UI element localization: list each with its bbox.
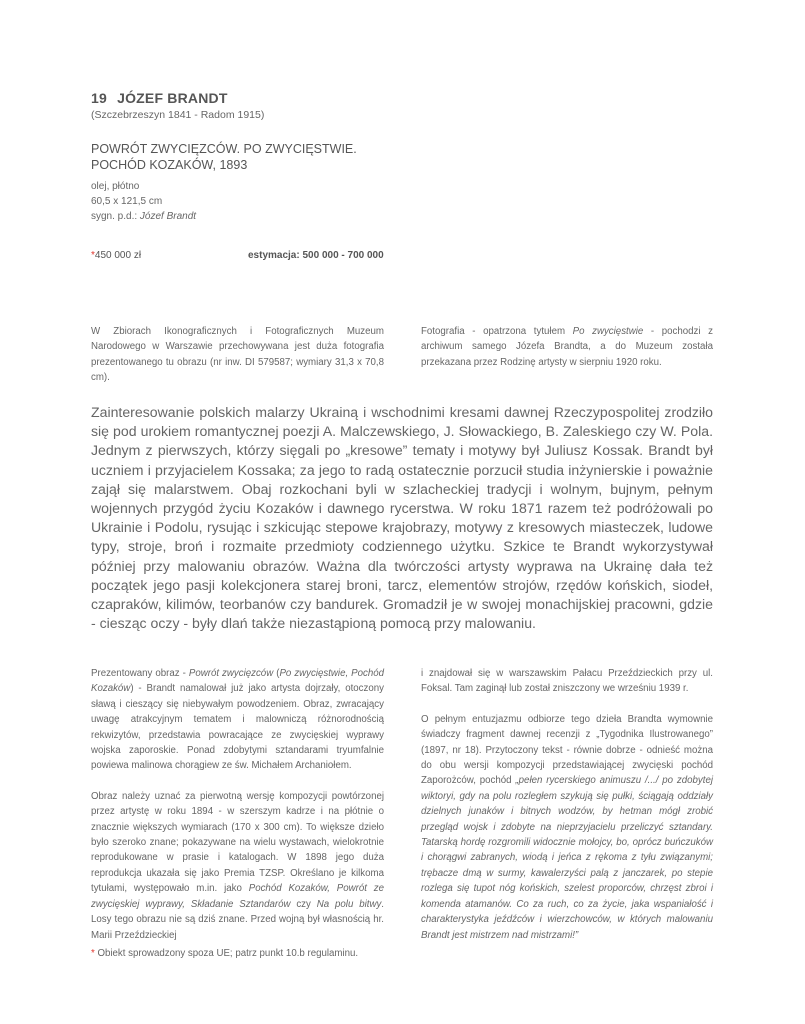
starting-price xyxy=(91,250,141,261)
provenance-text: - pochodzi z archiwum samego Józefa Brandta, a do Muzeum została przekazana przez Rodzinę artysty w sierpniu 1920 roku. xyxy=(421,326,713,368)
italic-title: Na polu bitwy xyxy=(316,898,382,910)
text: ) - Brandt namalował już jako artysta dojrzały, otoczony sławą i cieszący się niebywałym powodzeniem. Obraz, zwracający uwagę atrakcyjnym tematem i malowniczą różnorodnością rekwizytów, przedstawia powracające ze zwycięskiej wyprawy wojska zaporoskie. Ponad zdobytymi sztandarami tryumfalnie powiewa malinowa chorągiew ze św. Michałem Archaniołem. xyxy=(91,683,384,772)
artist-lifespan: (Szczebrzeszyn 1841 - Radom 1915) xyxy=(91,109,265,121)
provenance-title: Po zwycięstwie xyxy=(572,326,644,337)
provenance-note-left: W Zbiorach Ikonograficznych i Fotograficznych Muzeum Narodowego w Warszawie przechowywana jest duża fotografia prezentowanego tu obrazu (nr inw. DI 579587; wymiary 31,3 x 70,8 cm). xyxy=(91,326,384,384)
review-quote: „pełen rycerskiego animuszu /.../ po zdobytej wiktoryi, gdy na polu rozległem szykują się pułki, ściągają oddziały dzielnych junaków i bitnych wodzów, by hetman mógł zrobić przegląd wojsk i zdobyte na nieprzyjacielu przeliczyć sztandary. Tatarską hordę rozgromili widocznie mołojcy, bo, oprócz buńczuków i chorągwi zabranych, wiodą i jeńca z rękoma z tyłu związanymi; trębacze dmą w surmy, kawalerzyści palą z janczarek, po stepie rozlega się tupot nóg końskich, szelest proporców, chrzęst zbroi i komenda atamanów. Co za ruch, co za życie, jaka wspaniałość i charakterystyka jeźdźców i wierzchowców, w których malowaniu Brandt jest mistrzem nad mistrzami!” xyxy=(421,775,713,941)
provenance-text: Fotografia - opatrzona tytułem xyxy=(421,326,573,337)
body-paragraph: i znajdował się w warszawskim Pałacu Przeździeckich przy ul. Foksal. Tam zaginął lub został zniszczony we wrześniu 1939 r. xyxy=(421,668,713,695)
text: ( xyxy=(273,668,280,679)
lot-number: 19 xyxy=(91,90,107,106)
text: Obraz należy uznać za pierwotną wersję kompozycji powtórzonej przez artystę w roku 1894 - w szerszym kadrze i na płótnie o znacznie większych wymiarach (170 x 300 cm). To większe dzieło było szeroko znane; pokazywane na wielu wystawach, wielokrotnie reprodukowane w prasie i katalogach. W 1898 jego duża reprodukcja ukazała się jako Premia TZSP. Określano je kilkoma tytułami, występowało m.in. jako xyxy=(91,790,384,895)
italic-title: Po zwycięstwie, Pochód Kozaków xyxy=(91,668,385,695)
text: czy xyxy=(290,898,317,910)
lead-paragraph: Zainteresowanie polskich malarzy Ukrainą i wschodnimi kresami dawnej Rzeczypospolitej zrodziło się pod urokiem romantycznej poezji A. Malczewskiego, J. Słowackiego, B. Zaleskiego czy W. Pola. Jednym z pierwszych, którzy sięgali po „kresowe” tematy i motywy był Juliusz Kossak. Brandt był uczniem i przyjacielem Kossaka; za jego to radą ostatecznie porzucił studia inżynierskie i poważnie zajął się malarstwem. Obaj rozkochani byli w szlacheckiej tradycji i wolnym, bujnym, pełnym wojennych przygód życiu Kozaków i dawnego rycerstwa. W roku 1871 razem też podróżowali po Ukrainie i Podolu, rysując i szkicując stepowe krajobrazy, motywy z kresowych miasteczek, ludowe typy, stroje, broń i rozmaite przedmioty codziennego użytku. Szkice te Brandt wykorzystywał później przy malowaniu obrazów. Ważna dla twórczości artysty wyprawa na Ukrainę dała też początek jego pasji kolekcjonera starej broni, tarcz, elementów strojów, rzędów końskich, siodeł, czapraków, kilimów, teorbanów czy bandurek. Gromadził je w swojej monachijskiej pracowni, gdzie - ciesząc oczy - były dlań także niezastąpioną pomocą przy malowaniu. xyxy=(91,404,713,632)
lot-heading xyxy=(91,90,228,106)
estimate: estymacja: 500 000 - 700 000 xyxy=(248,250,384,261)
price-value: 450 000 zł xyxy=(94,250,142,261)
body-paragraph xyxy=(91,789,384,943)
work-title-line-2: POCHÓD KOZAKÓW, 1893 xyxy=(91,158,248,172)
work-title-line-1: POWRÓT ZWYCIĘZCÓW. PO ZWYCIĘSTWIE. xyxy=(91,142,357,156)
work-details xyxy=(91,179,196,224)
body-paragraph xyxy=(91,666,384,774)
text: Prezentowany obraz - xyxy=(91,668,189,679)
italic-title: Powrót zwycięzców xyxy=(188,668,274,679)
artist-name: JÓZEF BRANDT xyxy=(117,90,228,106)
price-asterisk: * xyxy=(91,250,95,261)
medium: olej, płótno xyxy=(91,181,140,192)
text: . Losy tego obrazu nie są dziś znane. Przed wojną był własnością hr. Marii Przeździeckiej xyxy=(91,898,384,941)
footnote xyxy=(91,948,358,959)
work-title xyxy=(91,141,357,173)
footnote-asterisk: * xyxy=(91,948,95,959)
signature xyxy=(91,209,196,224)
text: O pełnym entuzjazmu odbiorze tego dzieła Brandta wymownie świadczy fragment dawnej recenzji z „Tygodnika Ilustrowanego” (1897, nr 18). Przytoczony tekst - równie dobrze - odnieść można do obu wersji kompozycji przedstawiającej zwycięski pochód Zaporożców, pochód xyxy=(421,713,713,787)
dimensions: 60,5 x 121,5 cm xyxy=(91,196,163,207)
signature-label: sygn. p.d.: xyxy=(91,211,140,222)
body-column-right xyxy=(421,666,713,958)
footnote-text: Obiekt sprowadzony spoza UE; patrz punkt 10.b regulaminu. xyxy=(94,948,359,959)
body-paragraph xyxy=(421,712,713,943)
body-column-left xyxy=(91,666,384,958)
provenance-note-right xyxy=(421,324,713,370)
signature-value: Józef Brandt xyxy=(139,211,197,222)
italic-title: Pochód Kozaków, Powrót ze zwycięskiej wyprawy, Składanie Sztandarów xyxy=(91,883,385,910)
